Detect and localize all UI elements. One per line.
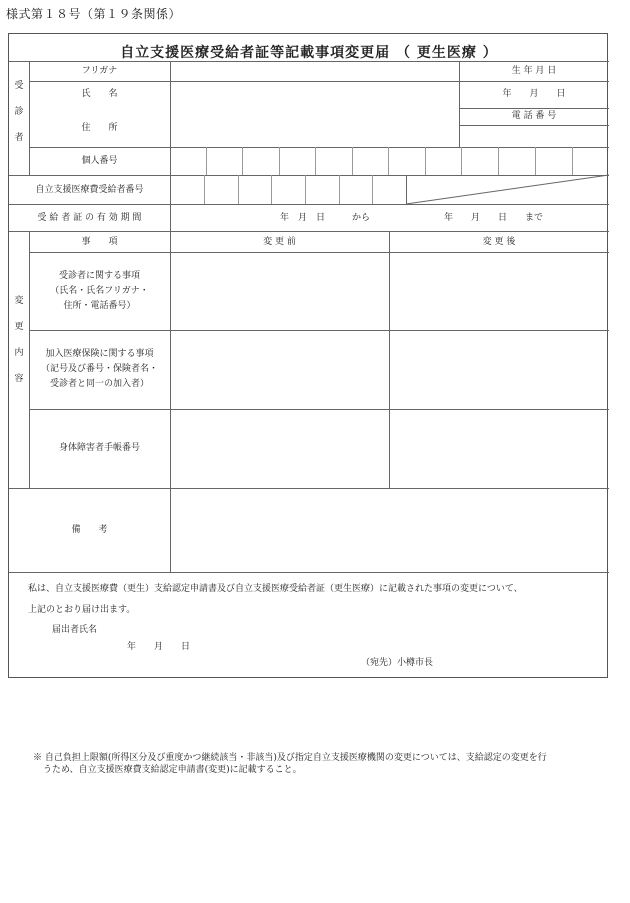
validity-from: 年 月 日 から — [280, 213, 371, 223]
footnote: ※ 自己負担上限額(所得区分及び重度かつ継続該当・非該当)及び指定自立支援医療機関の変更については、支給認定の変更を行 うため、自立支援医療費支給認定申請書(変更)に記載すること。 — [33, 753, 547, 775]
declaration-date: 年 月 日 — [127, 642, 191, 652]
name-label: 氏 名 — [81, 89, 118, 99]
certificate-number-label: 自立支援医療費受給者番号 — [35, 185, 144, 195]
birth-date-value: 年 月 日 — [502, 89, 566, 99]
change-notification-form — [8, 33, 608, 678]
phone-label: 電 話 番 号 — [511, 111, 557, 121]
validity-to: 年 月 日 まで — [444, 213, 544, 223]
change-item-disability-book: 身体障害者手帳番号 — [58, 443, 140, 453]
after-column-header: 変 更 後 — [482, 237, 516, 247]
form-title: 自立支援医療受給者証等記載事項変更届 （ 更生医療 ） — [120, 45, 498, 61]
address-label: 住 所 — [81, 123, 118, 133]
change-item-recipient: 受診者に関する事項 （氏名・氏名フリガナ・ 住所・電話番号） — [50, 271, 149, 311]
birth-date-label: 生 年 月 日 — [511, 66, 557, 76]
item-column-header: 事 項 — [81, 237, 118, 247]
before-column-header: 変 更 前 — [263, 237, 296, 247]
change-section-label: 変 更 内 容 — [14, 296, 24, 384]
recipient-section-label: 受 診 者 — [14, 81, 24, 143]
remarks-label: 備 考 — [71, 525, 108, 535]
change-item-insurance: 加入医療保険に関する事項 （記号及び番号・保険者名・ 受診者と同一の加入者） — [40, 349, 158, 389]
applicant-name-label: 届出者氏名 — [52, 625, 98, 635]
addressee: （宛先）小樽市長 — [361, 658, 434, 668]
furigana-label: フリガナ — [81, 66, 118, 76]
validity-period-label: 受 給 者 証 の 有 効 期 間 — [37, 213, 142, 223]
personal-number-label: 個人番号 — [81, 156, 118, 166]
declaration-line-1: 私は、自立支援医療費（更生）支給認定申請書及び自立支援医療受給者証（更生医療）に記載された事項の変更について、 — [28, 584, 523, 594]
declaration-line-2: 上記のとおり届け出ます。 — [28, 605, 136, 615]
form-number-label: 様式第１８号（第１９条関係） — [6, 7, 182, 21]
